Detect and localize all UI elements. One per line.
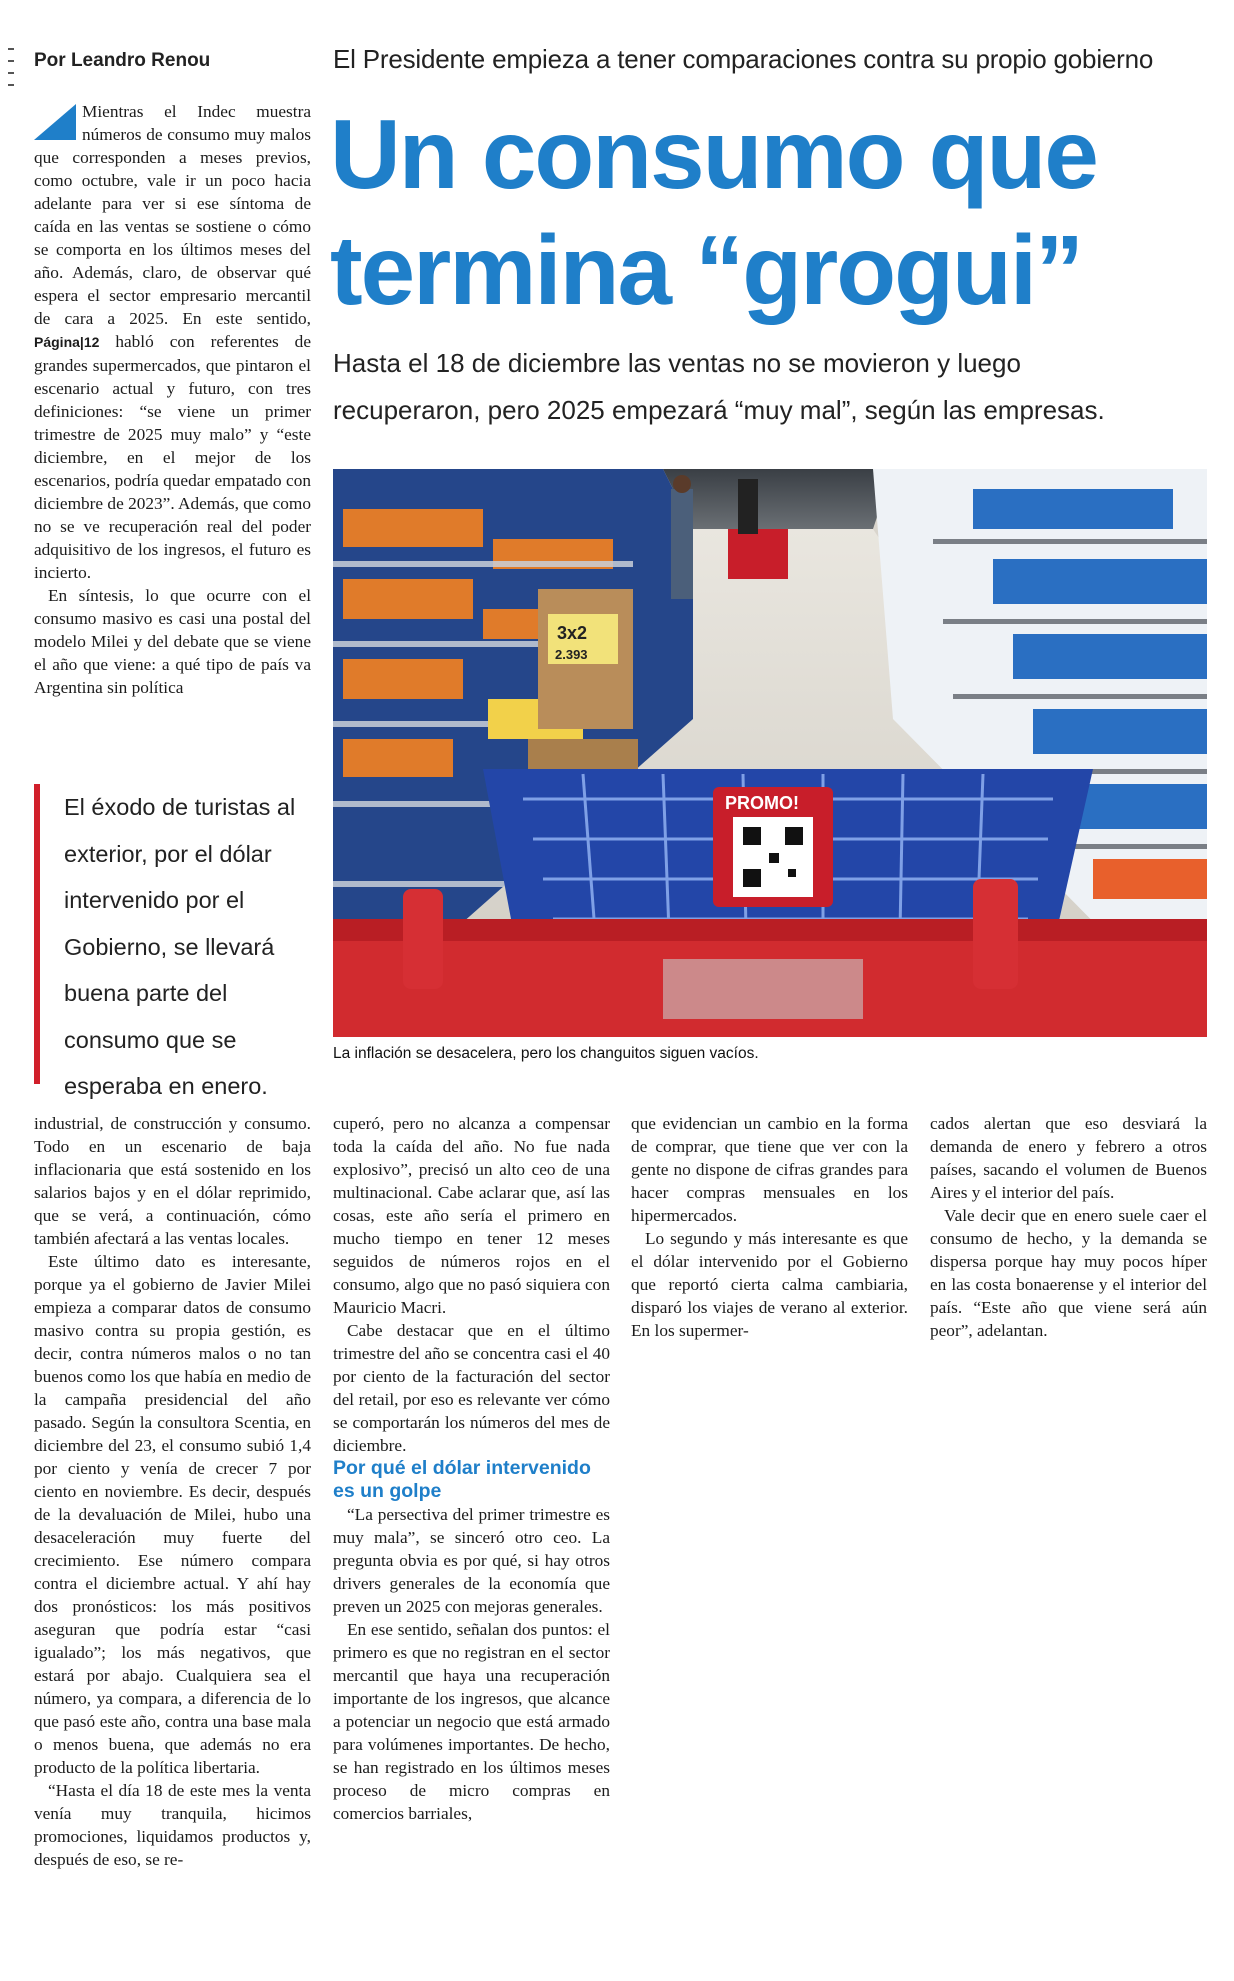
body-column-1 (34, 1112, 311, 1871)
byline: Por Leandro Renou (34, 50, 211, 71)
col2-paragraph-4: En ese sentido, señalan dos puntos: el primero es que no registran en el sector mercantil que haya una recuperación importante de los ingresos, que alcance a potenciar un negocio que está armado para volúmenes importantes. De hecho, se han registrado en los últimos meses proceso de micro compras en comercios barriales, (333, 1620, 610, 1823)
col4-paragraph-2: Vale decir que en enero suele caer el consumo de hecho, y la demanda se dispersa porque hay muy pocos híper en las costa bonaerense y el interior del país. “Este año que viene será aún peor”, adelantan. (930, 1206, 1207, 1340)
pagina12-logo: Página|12 (34, 334, 100, 350)
col3-paragraph-1: que evidencian un cambio en la forma de comprar, que tiene que ver con la gente no dispone de cifras grandes para hacer compras mensuales en los hipermercados. (631, 1114, 908, 1225)
col1-paragraph-3: “Hasta el día 18 de este mes la venta venía muy tranquila, hicimos promociones, liquidamos productos y, después de eso, se re- (34, 1781, 311, 1869)
price-sign-amount: 2.393 (555, 647, 588, 662)
col1-paragraph-2: Este último dato es interesante, porque ya el gobierno de Javier Milei empieza a comparar datos de consumo masivo contra su propia gestión, es decir, contra números malos o no tan buenos como los que había en medio de la campaña presidencial del año pasado. Según la consultora Scentia, en diciembre del 23, el consumo subió 1,4 por ciento y venía de crecer 7 por ciento en noviembre. Es decir, después de la devaluación de Milei, hubo una desaceleración muy fuerte del crecimiento. Ese número compara contra el diciembre actual. Y ahí hay dos pronósticos: los más positivos aseguran que podría estar “casi igualado”; los más negativos, que estará por abajo. Cualquiera sea el número, ya compara, a diferencia de lo que pasó este año, contra una base mala o menos buena, que además no era producto de la política libertaria. (34, 1252, 311, 1777)
col2-paragraph-3: “La persectiva del primer trimestre es muy mala”, se sinceró otro ceo. La pregunta obvia es por qué, si hay otros drivers generales de la economía que preven un 2025 con mejoras generales. (333, 1505, 610, 1616)
body-column-2 (333, 1112, 610, 1825)
cart-promo-label: PROMO! (725, 793, 799, 813)
drop-triangle-icon (34, 104, 76, 140)
pull-quote-text: El éxodo de turistas al exterior, por el dólar intervenido por el Gobierno, se llevará buena parte del consumo que se esperaba en enero. (64, 794, 296, 1099)
pull-quote (34, 784, 320, 1099)
page-edge-marks (8, 48, 16, 138)
deck-line-2: recuperaron, pero 2025 empezará “muy mal”, según las empresas. (333, 395, 1105, 425)
col1-paragraph-1: industrial, de construcción y consumo. Todo en un escenario de baja inflacionaria que está sostenido en los salarios bajos y en el dólar reprimido, que se verá, a continuación, cómo también afectará a las ventas locales. (34, 1114, 311, 1248)
col3-paragraph-2: Lo segundo y más interesante es que el dólar intervenido por el Gobierno que reportó cierta calma cambiaria, disparó los viajes de verano al exterior. En los supermer- (631, 1229, 908, 1340)
section-subhead: Por qué el dólar intervenido es un golpe (333, 1457, 591, 1502)
deck (333, 340, 1213, 434)
body-column-3 (631, 1112, 908, 1342)
deck-line-1: Hasta el 18 de diciembre las ventas no se movieron y luego (333, 348, 1021, 378)
kicker: El Presidente empieza a tener comparaciones contra su propio gobierno (333, 44, 1154, 74)
col2-paragraph-2: Cabe destacar que en el último trimestre del año se concentra casi el 40 por ciento de la facturación del sector del retail, por eso es relevante ver cómo se comportarán los números del mes de diciembre. (333, 1321, 610, 1455)
headline-line-1: Un consumo que (330, 99, 1097, 209)
supermarket-photo (333, 469, 1207, 1037)
intro-paragraph-2: En síntesis, lo que ocurre con el consumo masivo es casi una postal del modelo Milei y del debate que se viene el año que viene: a qué tipo de país va Argentina sin política (34, 586, 311, 697)
intro-paragraph-1: Mientras el Indec muestra números de consumo muy malos que corresponden a meses previos, como octubre, vale ir un poco hacia adelante para ver si ese síntoma de caída en las ventas se sostiene o cómo se comporta en los últimos meses del año. Además, claro, de observar qué espera el sector empresario mercantil de cara a 2025. En este sentido, Página|12 habló con referentes de grandes supermercados, que pintaron el escenario actual y futuro, con tres definiciones: “se viene un primer trimestre de 2025 muy malo” y “este diciembre, en el mejor de los escenarios, podría quedar empatado con diciembre de 2023”. Además, que como no se ve recuperación real del poder adquisitivo de los ingresos, el futuro es incierto. (34, 102, 311, 582)
supermarket-aisle-illustration (333, 469, 1207, 1037)
headline (330, 96, 1230, 328)
col4-paragraph-1: cados alertan que eso desviará la demanda de enero y febrero a otros países, sacando el volumen de Buenos Aires y el interior del país. (930, 1114, 1207, 1202)
body-column-4 (930, 1112, 1207, 1342)
headline-line-2: termina “grogui” (330, 215, 1083, 325)
col2-paragraph-1: cuperó, pero no alcanza a compensar toda la caída del año. No fue nada explosivo”, precisó un alto ceo de una multinacional. Cabe aclarar que, así las cosas, este año sería el primero en mucho tiempo en tener 12 meses seguidos de números rojos en el consumo, algo que no pasó siquiera con Mauricio Macri. (333, 1114, 610, 1317)
price-sign-deal: 3x2 (557, 623, 588, 643)
photo-caption: La inflación se desacelera, pero los changuitos siguen vacíos. (333, 1045, 759, 1062)
intro-column (34, 100, 311, 699)
